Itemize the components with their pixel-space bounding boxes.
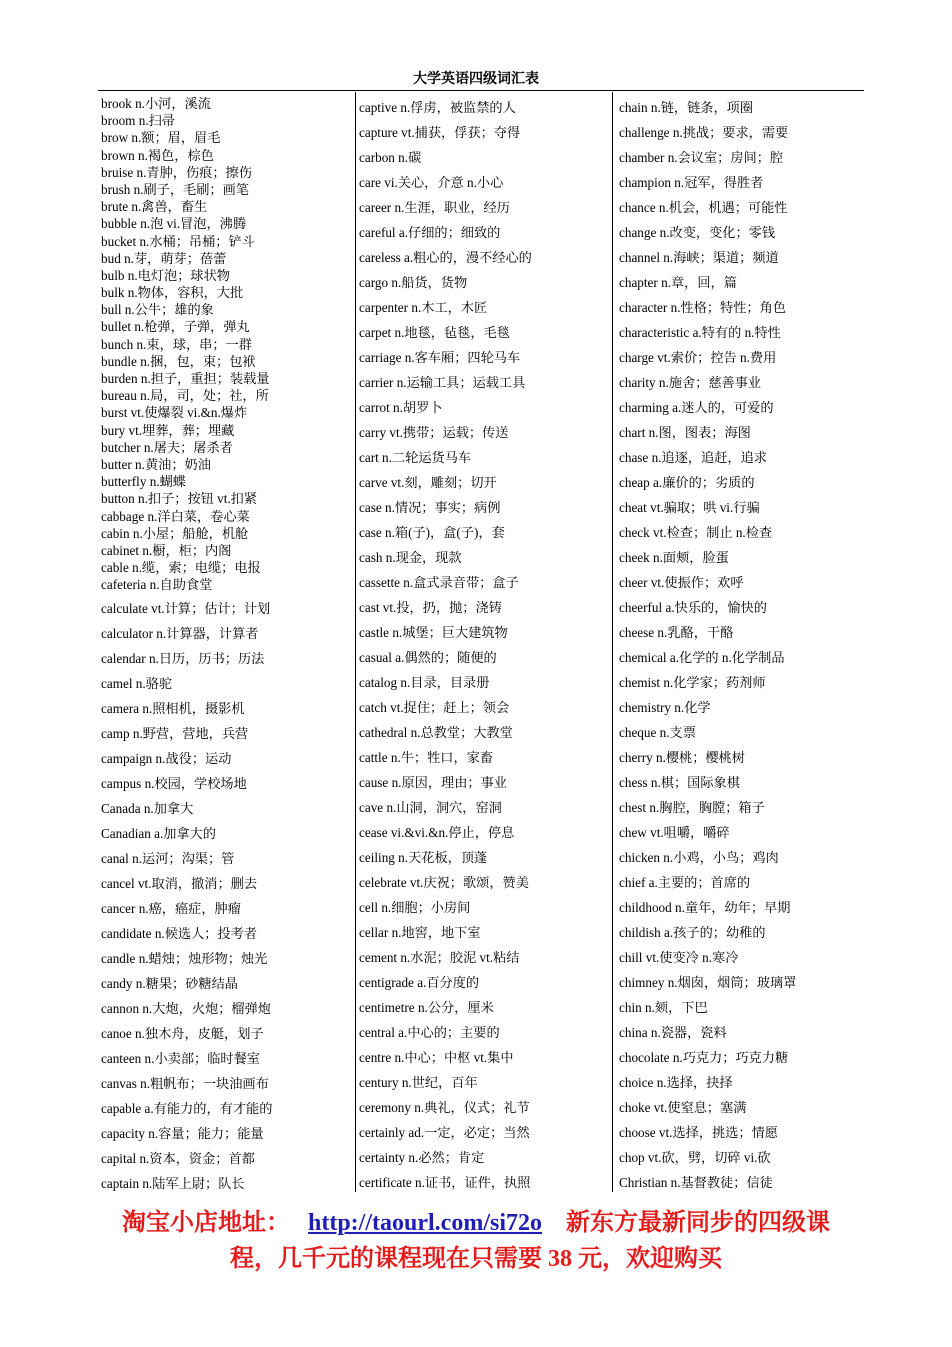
vocab-entry: brown n.褐色，棕色 [101, 147, 214, 163]
vocab-entry: chicken n.小鸡，小鸟；鸡肉 [619, 850, 779, 865]
vocab-entry: cheque n.支票 [619, 725, 696, 740]
vocab-entry: cast vt.投，扔，抛；浇铸 [359, 600, 502, 615]
vocab-entry: canvas n.粗帆布；一块油画布 [101, 1076, 269, 1091]
vocab-entry: candle n.蜡烛；烛形物；烛光 [101, 951, 268, 966]
vocab-entry: centre n.中心；中枢 vt.集中 [359, 1050, 514, 1065]
vocab-entry: bruise n.青肿，伤痕；擦伤 [101, 164, 252, 180]
vocab-entry: certainly ad.一定，必定；当然 [359, 1125, 530, 1140]
vocab-entry: certificate n.证书，证件，执照 [359, 1175, 531, 1190]
vocab-entry: cannon n.大炮，火炮；榴弹炮 [101, 1001, 271, 1016]
word-column-3 [619, 95, 864, 1195]
vocab-entry: cafeteria n.自助食堂 [101, 577, 213, 593]
vocab-entry: carry vt.携带；运载；传送 [359, 425, 509, 440]
vocab-entry: bulb n.电灯泡；球状物 [101, 267, 230, 283]
vocab-entry: chief a.主要的；首席的 [619, 875, 751, 890]
vocab-entry: bury vt.埋葬，葬；埋藏 [101, 422, 235, 438]
vocab-entry: camel n.骆驼 [101, 676, 173, 691]
vocab-entry: case n.情况；事实；病例 [359, 500, 501, 515]
vocab-entry: careful a.仔细的；细致的 [359, 225, 501, 240]
vocab-entry: chart n.图，图表；海图 [619, 425, 751, 440]
vocab-entry: burst vt.使爆裂 vi.&n.爆炸 [101, 405, 248, 421]
ad-line-1 [0, 1202, 952, 1237]
word-column-1 [101, 596, 351, 1196]
vocab-entry: chemistry n.化学 [619, 700, 711, 715]
vocab-entry: centimetre n.公分，厘米 [359, 1000, 494, 1015]
vocab-entry: cattle n.牛；牲口，家畜 [359, 750, 494, 765]
ad-prefix: 淘宝小店地址： [122, 1210, 290, 1236]
vocab-entry: cease vi.&vi.&n.停止，停息 [359, 825, 515, 840]
word-column-1-dense [101, 95, 351, 593]
vocab-entry: carriage n.客车厢；四轮马车 [359, 350, 521, 365]
vocab-entry: canteen n.小卖部；临时餐室 [101, 1051, 260, 1066]
vocab-entry: choose vt.选择，挑选；情愿 [619, 1125, 778, 1140]
vocab-entry: celebrate vt.庆祝；歌颂，赞美 [359, 875, 529, 890]
vocab-entry: brow n.额；眉，眉毛 [101, 130, 221, 146]
vocab-entry: butcher n.屠夫；屠杀者 [101, 439, 233, 455]
vocab-entry: broom n.扫帚 [101, 113, 175, 129]
vocab-entry: camp n.野营，营地，兵营 [101, 726, 249, 741]
vocab-entry: calculate vt.计算；估计；计划 [101, 601, 271, 616]
vocab-entry: brute n.禽兽，畜生 [101, 199, 208, 215]
vocab-entry: chew vt.咀嚼，嚼碎 [619, 825, 730, 840]
vocab-entry: butterfly n.蝴蝶 [101, 474, 186, 490]
vocab-entry: bull n.公牛；雄的象 [101, 302, 214, 318]
vocab-entry: carbon n.碳 [359, 150, 422, 165]
vocab-entry: cart n.二轮运货马车 [359, 450, 472, 465]
column-divider-2 [612, 92, 613, 1192]
vocab-entry: chimney n.烟囱，烟筒；玻璃罩 [619, 975, 797, 990]
ad-suffix: 新东方最新同步的四级课 [566, 1210, 830, 1236]
vocab-entry: calculator n.计算器，计算者 [101, 626, 259, 641]
vocab-entry: cassette n.盒式录音带；盒子 [359, 575, 519, 590]
vocab-entry: camera n.照相机，摄影机 [101, 701, 245, 716]
vocab-entry: chess n.棋；国际象棋 [619, 775, 740, 790]
vocab-entry: capital n.资本，资金；首都 [101, 1151, 255, 1166]
vocab-entry: capable a.有能力的，有才能的 [101, 1101, 273, 1116]
vocab-entry: career n.生涯，职业，经历 [359, 200, 510, 215]
vocab-entry: captain n.陆军上尉；队长 [101, 1176, 245, 1191]
vocab-entry: brook n.小河，溪流 [101, 96, 211, 111]
vocab-entry: cheek n.面颊，脸蛋 [619, 550, 729, 565]
header-rule [98, 90, 864, 91]
vocab-entry: change n.改变，变化；零钱 [619, 225, 776, 240]
column-divider-1 [355, 92, 356, 1192]
vocab-entry: cheese n.乳酪，干酪 [619, 625, 734, 640]
vocab-entry: carpenter n.木工，木匠 [359, 300, 488, 315]
vocab-entry: chop vt.砍，劈，切碎 vi.砍 [619, 1150, 771, 1165]
taobao-shop-link[interactable]: http://taourl.com/si72o [308, 1210, 542, 1236]
vocab-entry: central a.中心的；主要的 [359, 1025, 500, 1040]
vocab-entry: childhood n.童年，幼年；早期 [619, 900, 791, 915]
vocab-entry: candy n.糖果；砂糖结晶 [101, 976, 238, 991]
vocab-entry: Canadian a.加拿大的 [101, 826, 216, 841]
vocab-entry: case n.箱(子)，盒(子)，套 [359, 525, 505, 540]
vocab-entry: carrier n.运输工具；运载工具 [359, 375, 526, 390]
vocab-entry: chemist n.化学家；药剂师 [619, 675, 766, 690]
vocab-entry: chamber n.会议室；房间；腔 [619, 150, 784, 165]
vocab-entry: chest n.胸腔，胸膛；箱子 [619, 800, 765, 815]
vocab-entry: cable n.缆，索；电缆；电报 [101, 560, 261, 576]
ad-line-2: 程，几千元的课程现在只需要 38 元，欢迎购买 [230, 1246, 722, 1272]
vocab-entry: character n.性格；特性；角色 [619, 300, 786, 315]
vocab-entry: centigrade a.百分度的 [359, 975, 480, 990]
vocab-entry: catalog n.目录，目录册 [359, 675, 490, 690]
vocab-entry: charity n.施舍；慈善事业 [619, 375, 762, 390]
vocab-entry: chocolate n.巧克力；巧克力糖 [619, 1050, 789, 1065]
vocab-entry: chill vt.使变冷 n.寒冷 [619, 950, 739, 965]
vocab-entry: china n.瓷器，瓷料 [619, 1025, 727, 1040]
vocab-entry: cellar n.地窖，地下室 [359, 925, 481, 940]
vocab-entry: bulk n.物体，容积，大批 [101, 285, 244, 301]
vocab-entry: champion n.冠军，得胜者 [619, 175, 764, 190]
vocab-entry: choice n.选择，抉择 [619, 1075, 733, 1090]
vocab-entry: button n.扣子；按钮 vt.扣紧 [101, 491, 258, 507]
vocab-entry: cheerful a.快乐的，愉快的 [619, 600, 767, 615]
vocab-entry: chain n.链，链条，项圈 [619, 100, 754, 115]
vocab-entry: bullet n.枪弹，子弹，弹丸 [101, 319, 250, 335]
vocab-entry: chin n.颏，下巴 [619, 1000, 708, 1015]
vocab-entry: characteristic a.特有的 n.特性 [619, 325, 781, 340]
vocab-entry: carpet n.地毯，毡毯，毛毯 [359, 325, 510, 340]
vocab-entry: burden n.担子，重担；装载量 [101, 371, 270, 386]
vocab-entry: century n.世纪，百年 [359, 1075, 478, 1090]
vocab-entry: capture vt.捕获，俘获；夺得 [359, 125, 521, 140]
vocab-entry: casual a.偶然的；随便的 [359, 650, 497, 665]
vocab-entry: carrot n.胡罗卜 [359, 400, 443, 415]
vocab-entry: cement n.水泥；胶泥 vt.粘结 [359, 950, 520, 965]
vocab-entry: cherry n.樱桃；樱桃树 [619, 750, 745, 765]
vocab-entry: cave n.山洞，洞穴，窑洞 [359, 800, 502, 815]
vocab-entry: captive n.俘虏，被监禁的人 [359, 100, 516, 115]
word-column-2 [359, 95, 609, 1195]
vocab-entry: candidate n.候选人；投考者 [101, 926, 258, 941]
vocab-entry: cabinet n.橱，柜；内阁 [101, 542, 232, 558]
vocab-entry: bureau n.局，司，处；社，所 [101, 388, 269, 404]
vocab-entry: butter n.黄油；奶油 [101, 456, 211, 472]
vocab-entry: cabin n.小屋；船舱，机舱 [101, 525, 249, 541]
vocab-entry: cargo n.船货，货物 [359, 275, 468, 290]
vocab-entry: cheap a.廉价的；劣质的 [619, 475, 755, 490]
vocab-entry: childish a.孩子的；幼稚的 [619, 925, 766, 940]
vocab-entry: calendar n.日历，历书；历法 [101, 651, 265, 666]
vocab-entry: chapter n.章，回，篇 [619, 275, 737, 290]
vocab-entry: canal n.运河；沟渠；管 [101, 851, 235, 866]
vocab-entry: Canada n.加拿大 [101, 801, 194, 816]
vocab-entry: campus n.校园，学校场地 [101, 776, 247, 791]
vocab-entry: bundle n.捆，包，束；包袱 [101, 353, 256, 369]
vocab-entry: campaign n.战役；运动 [101, 751, 232, 766]
vocab-entry: care vi.关心，介意 n.小心 [359, 175, 504, 190]
vocab-entry: ceiling n.天花板，顶蓬 [359, 850, 488, 865]
vocab-entry: cash n.现金，现款 [359, 550, 462, 565]
vocab-entry: capacity n.容量；能力；能量 [101, 1126, 264, 1141]
vocab-entry: carve vt.刻，雕刻；切开 [359, 475, 497, 490]
vocab-entry: ceremony n.典礼，仪式；礼节 [359, 1100, 530, 1115]
vocab-entry: cheat vt.骗取；哄 vi.行骗 [619, 500, 760, 515]
vocab-entry: cell n.细胞；小房间 [359, 900, 471, 915]
vocab-entry: cause n.原因，理由；事业 [359, 775, 507, 790]
vocab-entry: chase n.追逐，追赶，追求 [619, 450, 767, 465]
vocab-entry: canoe n.独木舟，皮艇，划子 [101, 1026, 264, 1041]
vocab-entry: cheer vt.使振作；欢呼 [619, 575, 744, 590]
page-title: 大学英语四级词汇表 [413, 72, 539, 87]
vocab-entry: cancel vt.取消，撤消；删去 [101, 876, 258, 891]
vocab-entry: bud n.芽，萌芽；蓓蕾 [101, 250, 227, 266]
vocab-entry: challenge n.挑战；要求，需要 [619, 125, 789, 140]
vocab-entry: charge vt.索价；控告 n.费用 [619, 350, 777, 365]
vocab-entry: chance n.机会，机遇；可能性 [619, 200, 788, 215]
vocab-entry: channel n.海峡；渠道；频道 [619, 250, 779, 265]
vocab-entry: catch vt.捉住；赶上；领会 [359, 700, 510, 715]
vocab-entry: bunch n.束，球，串；一群 [101, 336, 252, 352]
vocab-entry: Christian n.基督教徒；信徒 [619, 1175, 773, 1190]
vocab-entry: cabbage n.洋白菜，卷心菜 [101, 508, 250, 524]
vocab-entry: brush n.刷子，毛刷；画笔 [101, 181, 249, 197]
vocab-entry: bucket n.水桶；吊桶；铲斗 [101, 233, 255, 249]
vocab-entry: careless a.粗心的，漫不经心的 [359, 250, 532, 265]
vocab-entry: cathedral n.总教堂；大教堂 [359, 725, 513, 740]
vocab-entry: bubble n.泡 vi.冒泡，沸腾 [101, 216, 247, 232]
vocab-entry: chemical a.化学的 n.化学制品 [619, 650, 785, 665]
vocab-entry: check vt.检查；制止 n.检查 [619, 525, 773, 540]
vocab-entry: choke vt.使窒息；塞满 [619, 1100, 747, 1115]
vocab-entry: charming a.迷人的，可爱的 [619, 400, 774, 415]
vocab-entry: castle n.城堡；巨大建筑物 [359, 625, 508, 640]
vocab-entry: certainty n.必然；肯定 [359, 1150, 485, 1165]
vocab-entry: cancer n.癌，癌症，肿瘤 [101, 901, 241, 916]
